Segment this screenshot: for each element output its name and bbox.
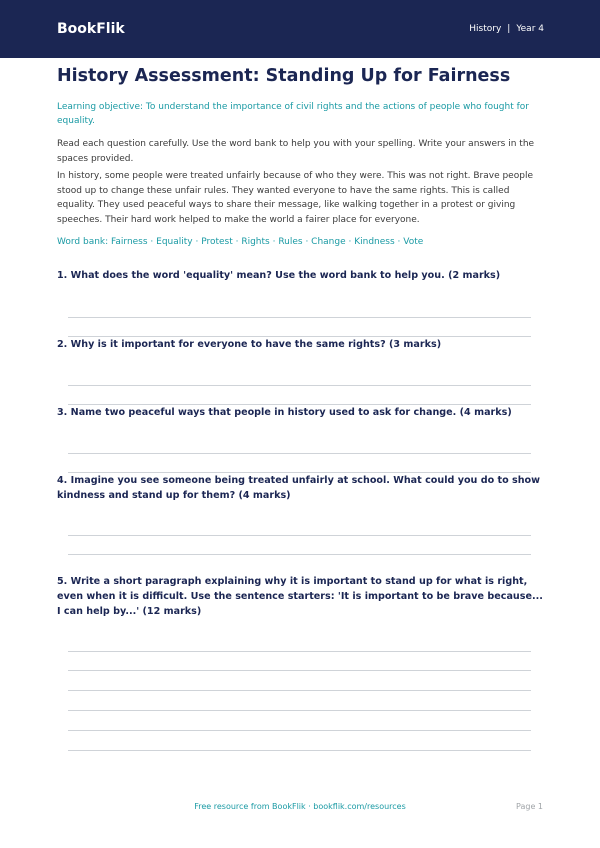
answer-line[interactable]: [68, 453, 531, 454]
answer-line[interactable]: [68, 317, 531, 318]
page-title: History Assessment: Standing Up for Fairness: [57, 66, 511, 86]
instructions-text: Read each question carefully. Use the word bank to help you with your spelling. Write your answers in the spaces provided.: [57, 139, 535, 164]
reading-passage: In history, some people were treated unfairly because of who they were. This was not right. Brave people stood up to change these unfair rules. They wanted everyone to have the same rights. This is called equality. They used peaceful ways to share their message, like walking together in a protest or giving speeches. Their hard work helped to make the world a fairer place for everyone.: [57, 171, 533, 225]
header-bar: [0, 0, 600, 58]
question-1: 1. What does the word 'equality' mean? Use the word bank to help you. (2 marks): [57, 270, 501, 281]
word-bank: Word bank: Fairness · Equality · Protest · Rights · Rules · Change · Kindness · Vote: [57, 237, 424, 247]
breadcrumb: [469, 24, 544, 34]
question-2: 2. Why is it important for everyone to have the same rights? (3 marks): [57, 339, 442, 350]
answer-line[interactable]: [68, 710, 531, 711]
footer-text[interactable]: Free resource from BookFlik · bookflik.com/resources: [194, 802, 406, 811]
answer-line[interactable]: [68, 535, 531, 536]
answer-line[interactable]: [68, 554, 531, 555]
breadcrumb-year: Year 4: [516, 24, 544, 34]
answer-line[interactable]: [68, 670, 531, 671]
answer-line[interactable]: [68, 385, 531, 386]
page-number: Page 1: [516, 802, 543, 811]
breadcrumb-separator: |: [507, 24, 511, 34]
question-4: 4. Imagine you see someone being treated unfairly at school. What could you do to show kindness and stand up for them? (4 marks): [57, 475, 541, 501]
answer-line[interactable]: [68, 730, 531, 731]
answer-line[interactable]: [68, 690, 531, 691]
breadcrumb-subject: History: [469, 24, 502, 34]
answer-line[interactable]: [68, 750, 531, 751]
question-5: 5. Write a short paragraph explaining why it is important to stand up for what is right, even when it is difficult. Use the sentence starters: 'It is important to be brave because... I can help by...' (12 marks): [57, 576, 543, 617]
brand-logo-text[interactable]: BookFlik: [57, 21, 125, 37]
answer-line[interactable]: [68, 651, 531, 652]
learning-objective: Learning objective: To understand the importance of civil rights and the actions of people who fought for equality.: [57, 102, 529, 126]
question-3: 3. Name two peaceful ways that people in history used to ask for change. (4 marks): [57, 407, 512, 418]
